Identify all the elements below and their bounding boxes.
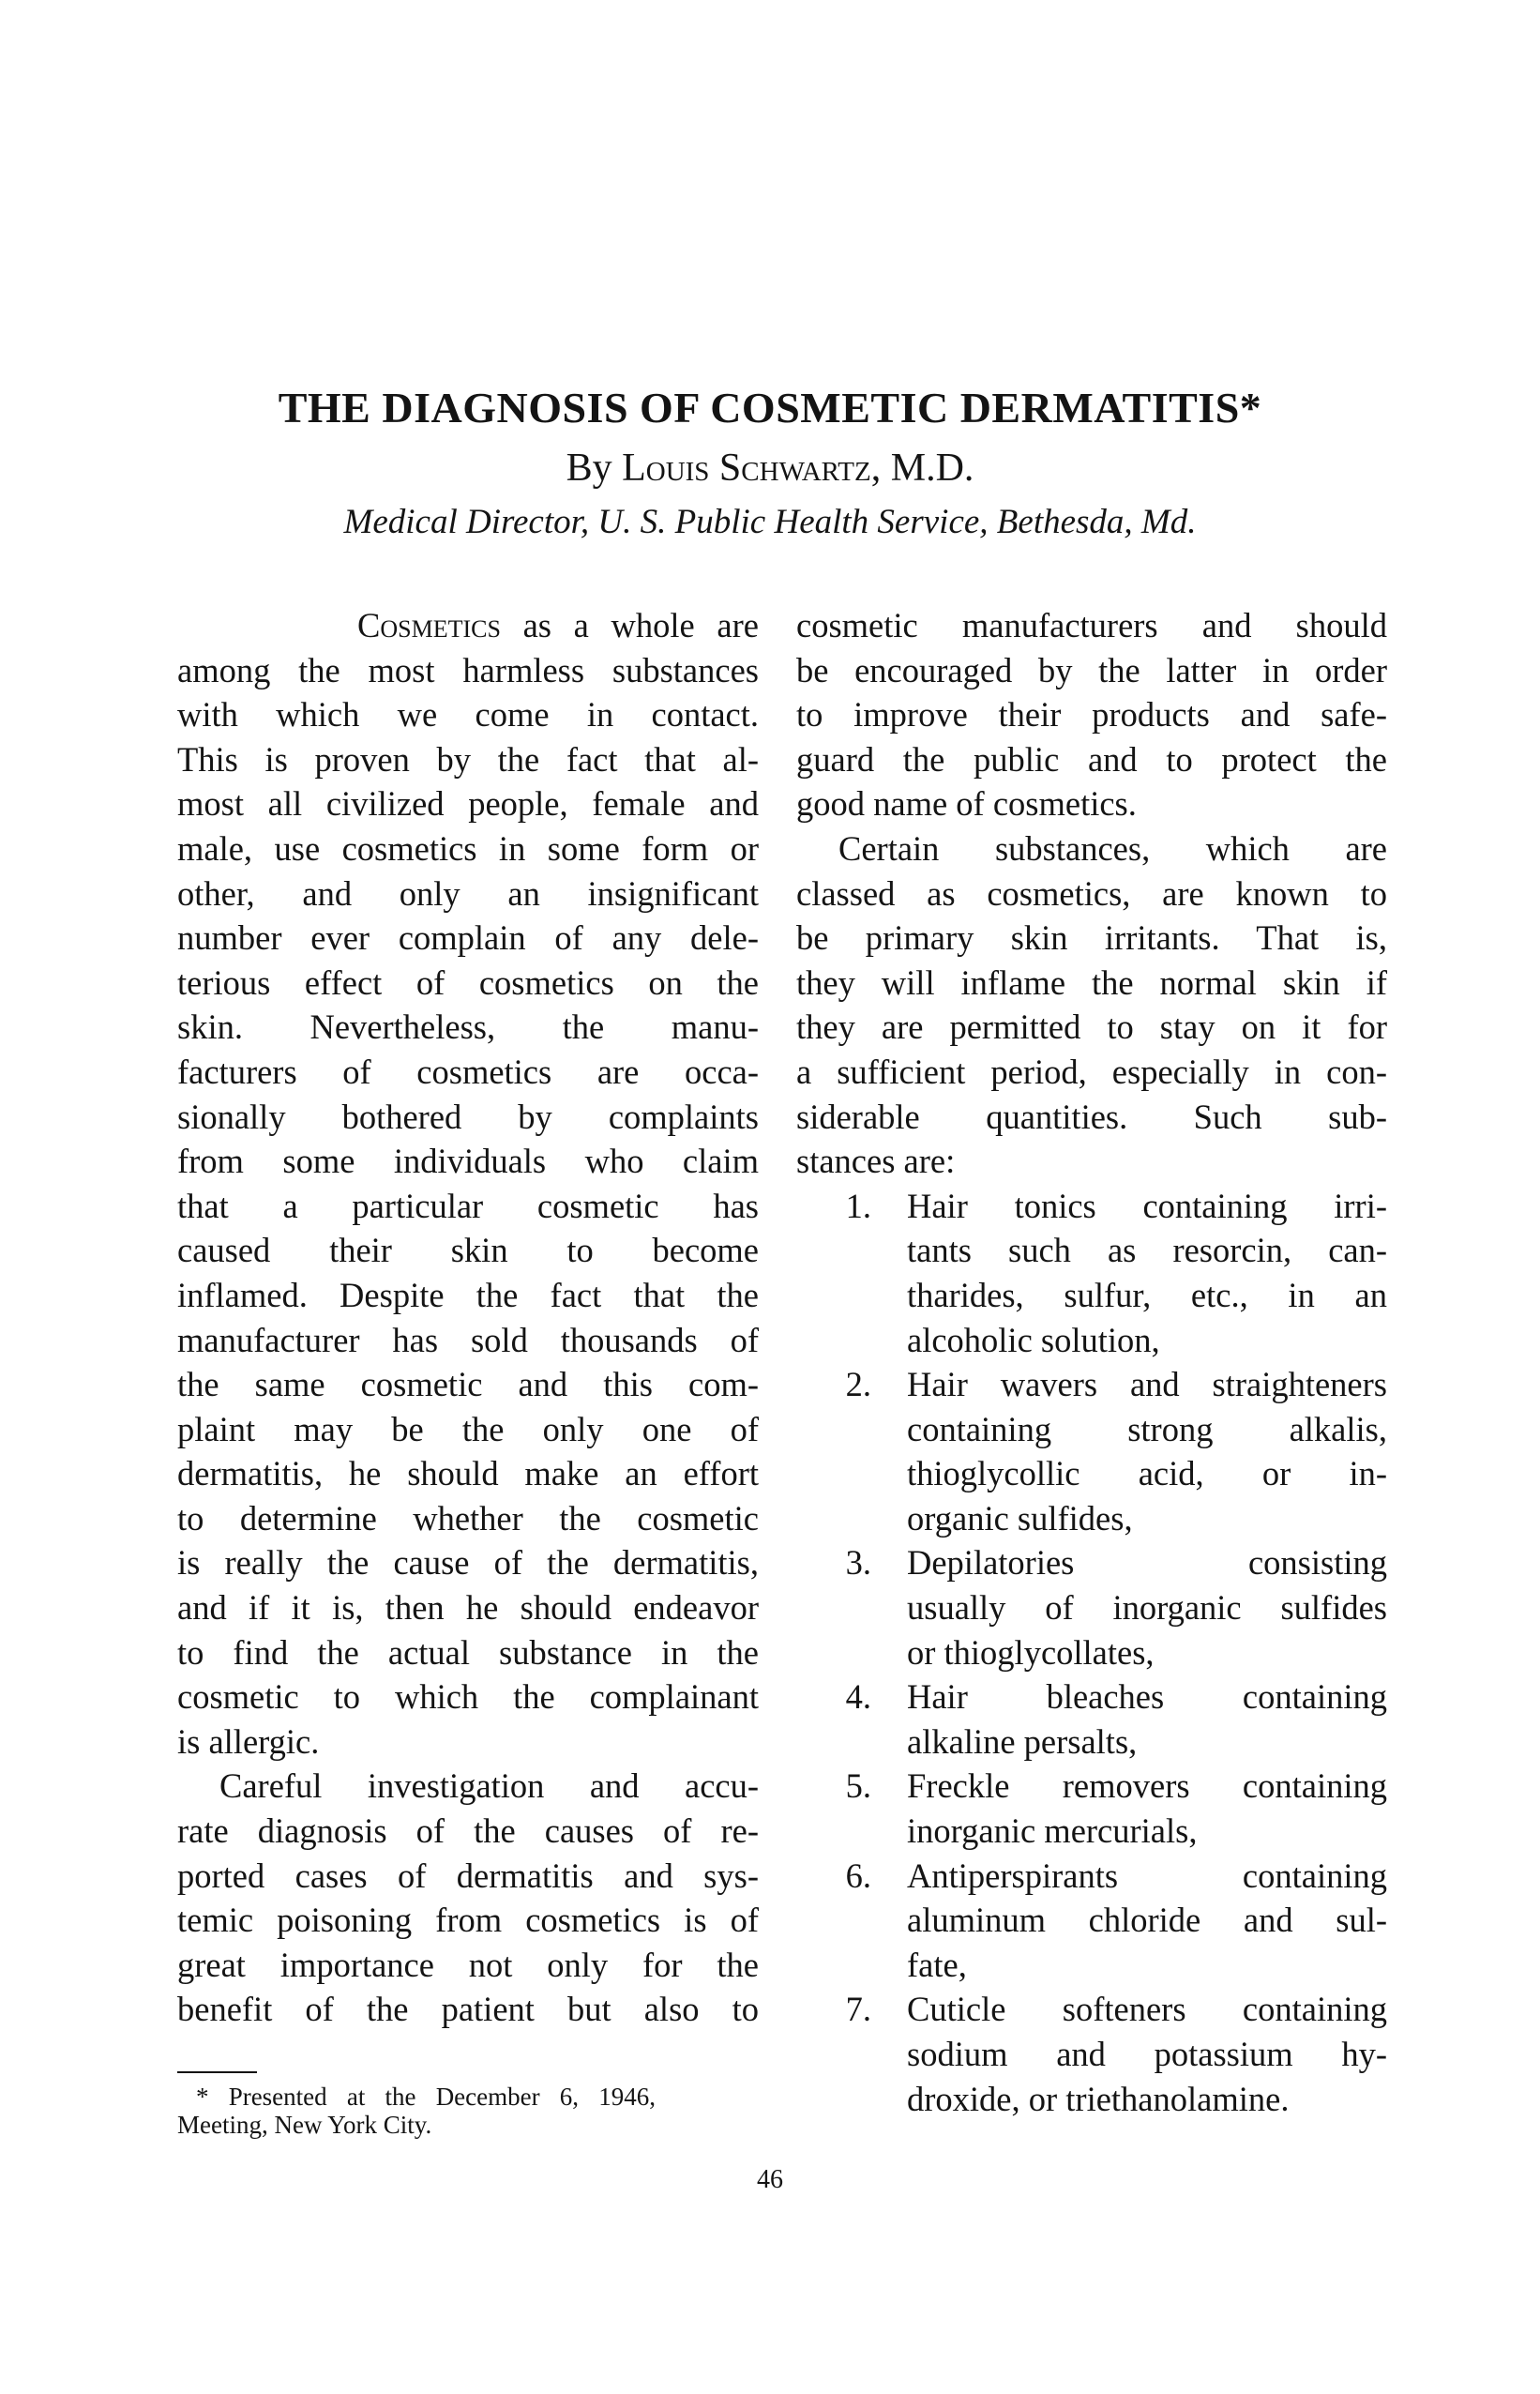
list-item-line: or thioglycollates, [907, 1632, 1155, 1672]
paragraph-line: is really the cause of the dermatitis, [177, 1543, 759, 1583]
paragraph-line: a sufficient period, especially in con- [796, 1052, 1387, 1091]
paragraph-line: Certain substances, which are [838, 828, 1387, 868]
list-item-text [907, 1540, 1387, 1674]
list-item-line: alkaline persalts, [907, 1721, 1138, 1761]
list-item [796, 1764, 1387, 1853]
list-item-number: 5. [845, 1766, 871, 1806]
paragraph-line: is allergic. [177, 1721, 320, 1761]
paragraph-line: male, use cosmetics in some form or [177, 828, 759, 868]
paragraph-line: temic poisoning from cosmetics is of [177, 1901, 759, 1940]
list-item-line: organic sulfides, [907, 1498, 1133, 1538]
paragraph-line: stances are: [796, 1142, 956, 1181]
left-column [177, 603, 759, 2032]
list-item-number: 7. [845, 1990, 871, 2029]
list-item-number: 4. [845, 1677, 871, 1717]
list-item-line: usually of inorganic sulfides [907, 1588, 1387, 1628]
author-name: Louis Schwartz [622, 447, 871, 490]
paragraph-line: benefit of the patient but also to [177, 1990, 759, 2029]
paragraph-line: manufacturer has sold thousands of [177, 1320, 759, 1359]
irritants-list [796, 1184, 1387, 2121]
list-item-line: tharides, sulfur, etc., in an [907, 1275, 1387, 1314]
paragraph-line: This is proven by the fact that al- [177, 739, 759, 779]
paragraph-line: dermatitis, he should make an effort [177, 1454, 759, 1493]
footnote-line: * Presented at the December 6, 1946, [196, 2083, 656, 2111]
paragraph-line: with which we come in contact. [177, 695, 759, 735]
footnote-rule [177, 2071, 257, 2073]
list-item-line: fate, [907, 1945, 967, 1984]
paragraph-line: cosmetic manufacturers and should [796, 606, 1387, 644]
paragraph-line: facturers of cosmetics are occa- [177, 1052, 759, 1091]
list-item-line: Depilatories consisting [907, 1543, 1387, 1583]
page-number: 46 [757, 2165, 783, 2194]
list-item [796, 1540, 1387, 1674]
list-item-line: droxide, or triethanolamine. [907, 2079, 1290, 2118]
paragraph-line: siderable quantities. Such sub- [796, 1097, 1387, 1136]
byline [0, 446, 1540, 491]
second-paragraph [177, 1764, 759, 2032]
footnote-line: Meeting, New York City. [177, 2111, 432, 2139]
paragraph-line: rate diagnosis of the causes of re- [177, 1811, 759, 1851]
list-item [796, 1184, 1387, 1362]
paragraph-line: they are permitted to stay on it for [796, 1008, 1387, 1047]
paragraph-line: among the most harmless substances [177, 650, 759, 689]
paragraph-line: Careful investigation and accu- [219, 1766, 759, 1806]
paragraph-line: and if it is, then he should endeavor [177, 1588, 759, 1628]
author-degree: , M.D. [870, 447, 974, 490]
list-item-line: sodium and potassium hy- [907, 2035, 1387, 2073]
list-item [796, 1854, 1387, 1988]
paragraph-line: sionally bothered by complaints [177, 1097, 759, 1136]
list-item-line: tants such as resorcin, can- [907, 1231, 1387, 1270]
list-item-line: alcoholic solution, [907, 1320, 1160, 1359]
list-item-line: inorganic mercurials, [907, 1811, 1198, 1851]
list-item-line: containing strong alkalis, [907, 1409, 1387, 1448]
byline-prefix: By [566, 447, 623, 490]
list-item-line: aluminum chloride and sul- [907, 1901, 1387, 1940]
list-item-text [907, 1674, 1387, 1764]
list-item [796, 1362, 1387, 1540]
list-item-number: 1. [845, 1186, 871, 1225]
paragraph-line: to improve their products and safe- [796, 695, 1387, 735]
list-item-line: Hair bleaches containing [907, 1677, 1387, 1717]
paragraph-line: ported cases of dermatitis and sys- [177, 1856, 759, 1895]
list-item-text [907, 1362, 1387, 1540]
paragraph-line: cosmetic to which the complainant [177, 1677, 759, 1717]
article-title: THE DIAGNOSIS OF COSMETIC DERMATITIS* [278, 384, 1262, 432]
lead-word: Cosmetics [357, 606, 501, 644]
list-item-text [907, 1184, 1387, 1362]
author-affiliation: Medical Director, U. S. Public Health Service, Bethesda, Md. [343, 503, 1197, 541]
list-item [796, 1674, 1387, 1764]
list-item-line: thioglycollic acid, or in- [907, 1454, 1387, 1493]
list-item-number: 6. [845, 1856, 871, 1895]
list-item-line: Hair wavers and straighteners [907, 1365, 1387, 1404]
list-item-number: 2. [845, 1365, 871, 1404]
footnote [177, 2083, 656, 2139]
continued-paragraph [796, 603, 1387, 826]
paragraph-line: the same cosmetic and this com- [177, 1365, 759, 1404]
paragraph-line: skin. Nevertheless, the manu- [177, 1008, 759, 1047]
list-item-text [907, 1764, 1387, 1853]
irritants-paragraph [796, 826, 1387, 1184]
intro-paragraph [177, 603, 759, 1764]
paragraph-line: to find the actual substance in the [177, 1632, 759, 1672]
paragraph-line: most all civilized people, female and [177, 784, 759, 824]
paragraph-line: be encouraged by the latter in order [796, 650, 1387, 689]
paragraph-line: classed as cosmetics, are known to [796, 873, 1387, 913]
paragraph-line: that a particular cosmetic has [177, 1186, 759, 1225]
paragraph-line: from some individuals who claim [177, 1142, 759, 1181]
list-item-number: 3. [845, 1543, 871, 1583]
paragraph-line: caused their skin to become [177, 1231, 759, 1270]
paragraph-line: other, and only an insignificant [177, 873, 759, 913]
paragraph-line: great importance not only for the [177, 1945, 759, 1984]
right-column [796, 603, 1387, 2121]
list-item-text [907, 1987, 1387, 2121]
list-item [796, 1987, 1387, 2121]
paragraph-line: number ever complain of any dele- [177, 918, 759, 958]
list-item-line: Cuticle softeners containing [907, 1990, 1387, 2029]
paragraph-line: guard the public and to protect the [796, 739, 1387, 779]
intro-paragraph-body [177, 648, 759, 1765]
paragraph-line: they will inflame the normal skin if [796, 962, 1387, 1002]
paragraph-line: good name of cosmetics. [796, 784, 1137, 824]
paragraph-line: to determine whether the cosmetic [177, 1498, 759, 1538]
paragraph-line: inflamed. Despite the fact that the [177, 1275, 759, 1314]
list-item-line: Freckle removers containing [907, 1766, 1387, 1806]
list-item-text [907, 1854, 1387, 1988]
paragraph-line: plaint may be the only one of [177, 1409, 759, 1448]
list-item-line: Antiperspirants containing [907, 1856, 1387, 1895]
paragraph-line: terious effect of cosmetics on the [177, 962, 759, 1002]
list-item-line: Hair tonics containing irri- [907, 1186, 1387, 1225]
paragraph-line: Cosmetics as a whole are [357, 606, 759, 644]
paragraph-line: be primary skin irritants. That is, [796, 918, 1387, 958]
